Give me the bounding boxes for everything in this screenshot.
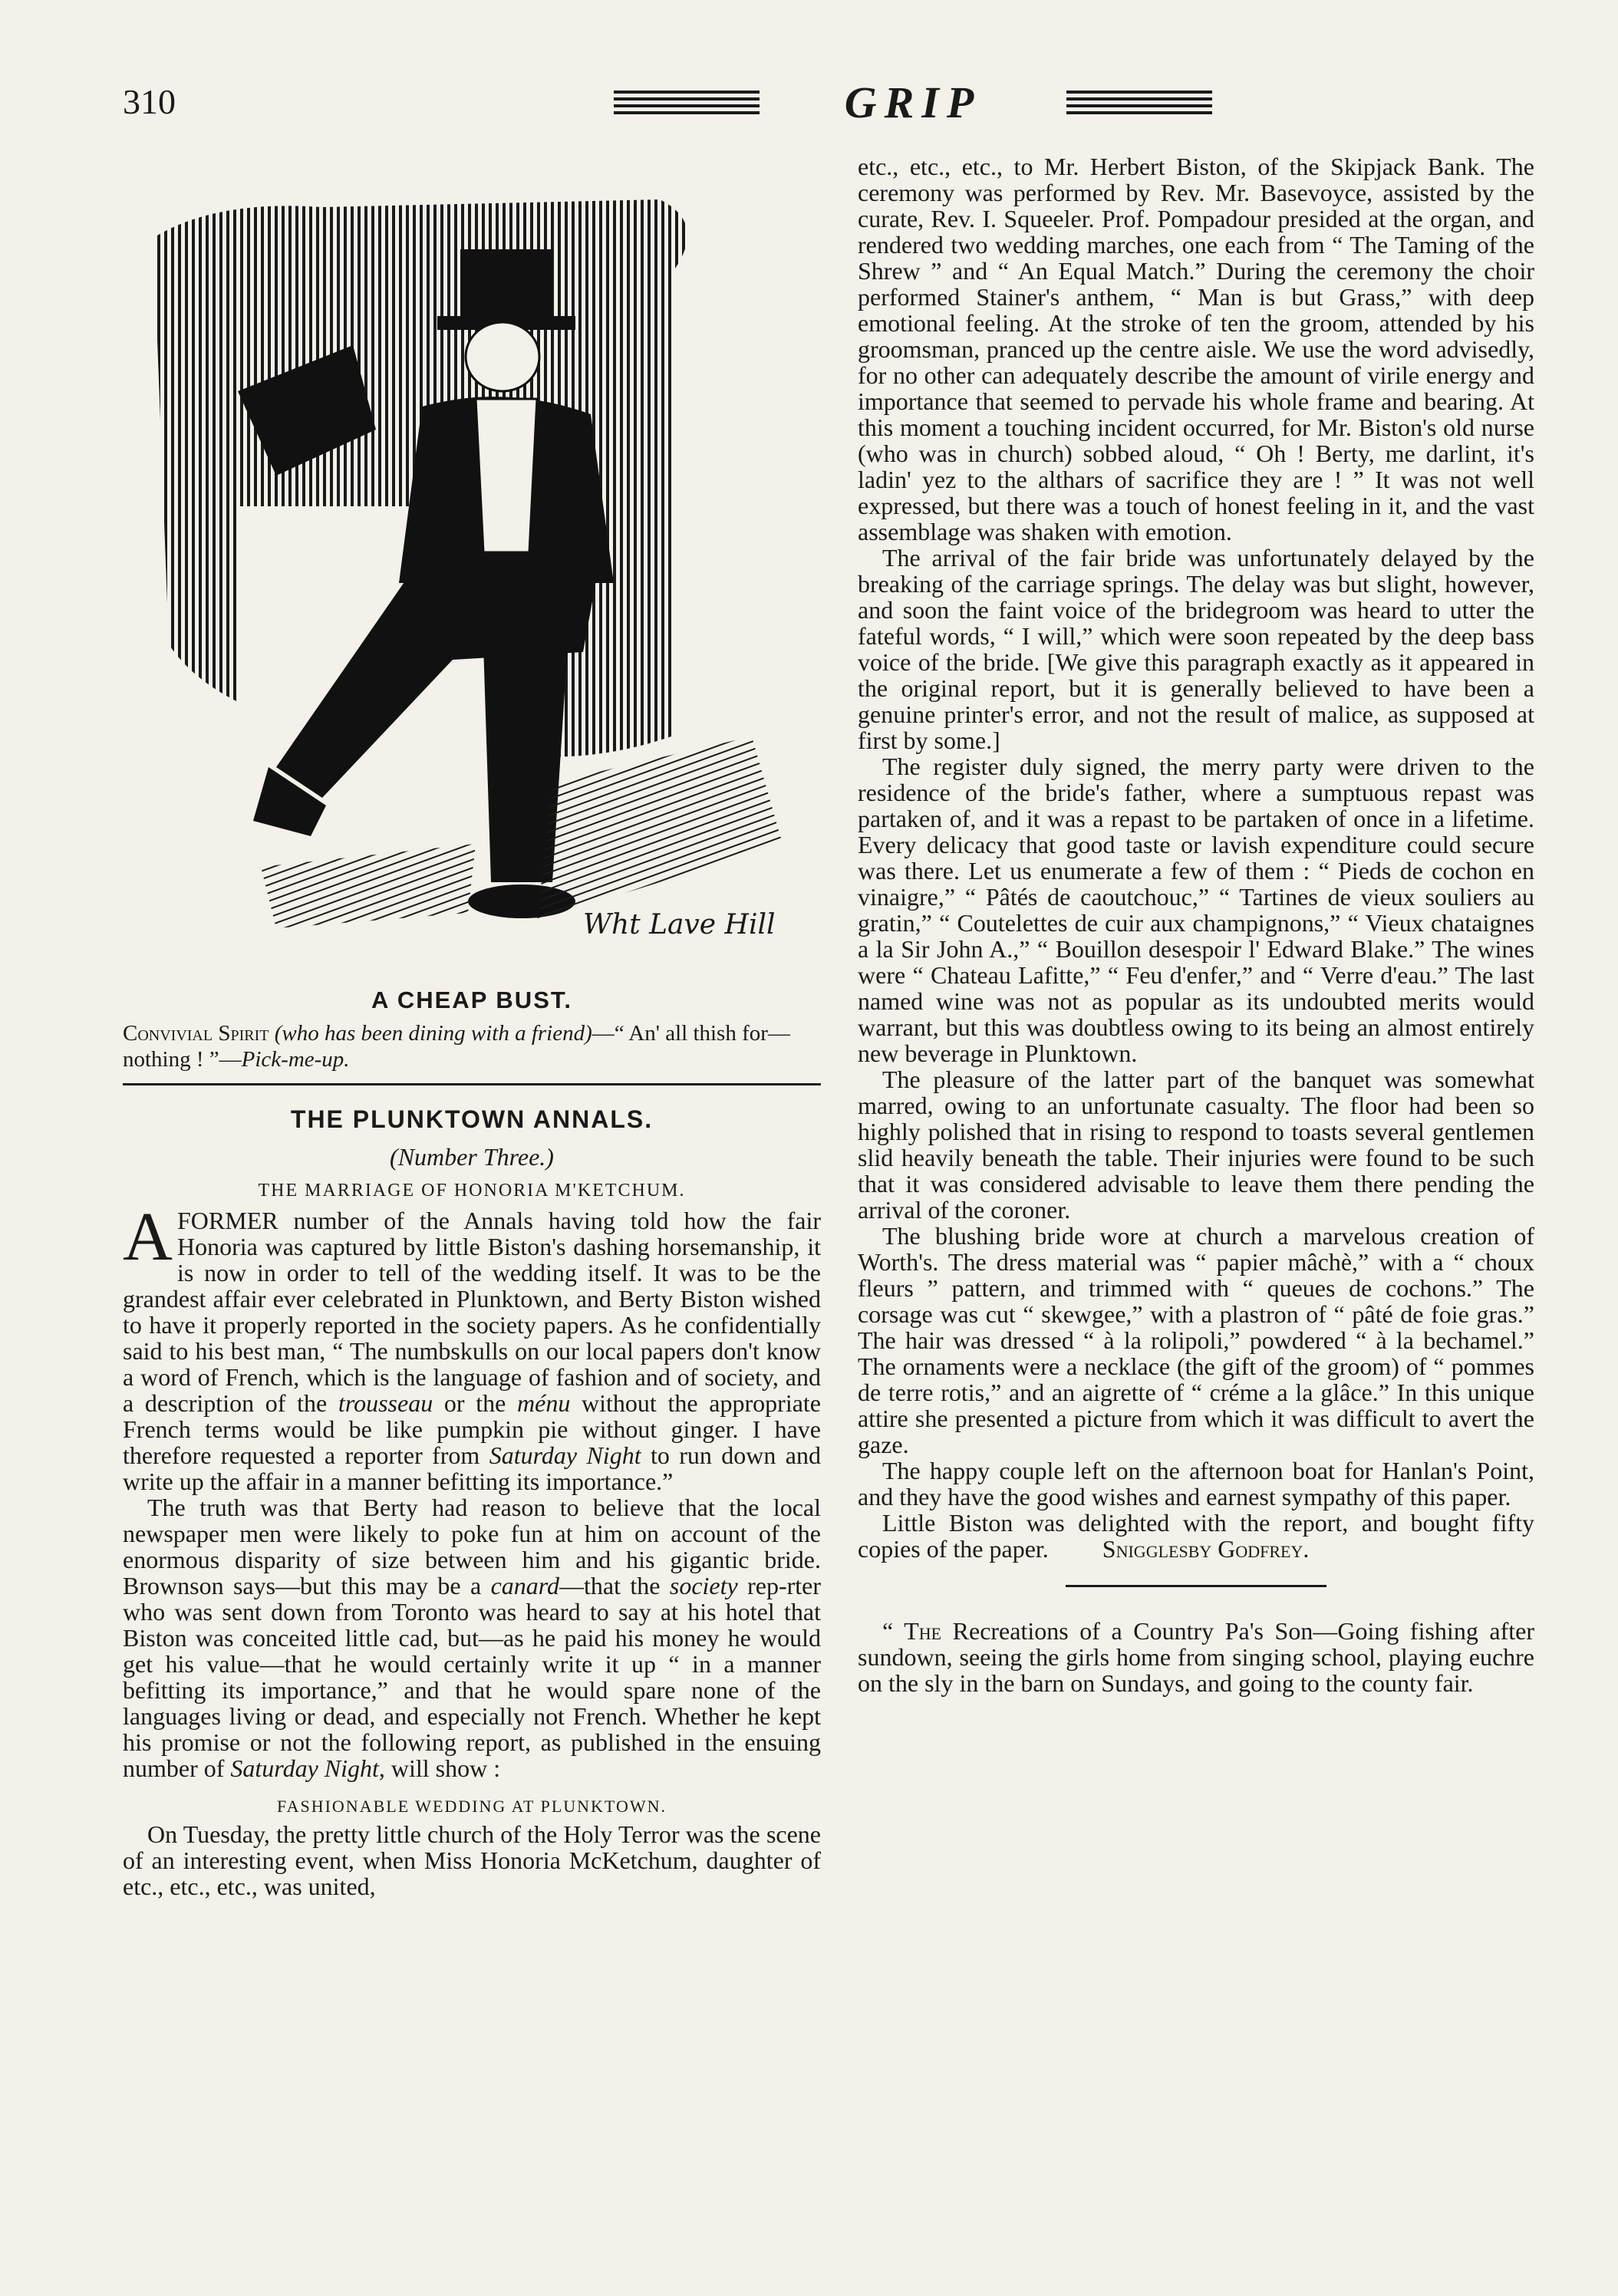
paragraph-r1: etc., etc., etc., to Mr. Herbert Biston, of the Skipjack Bank. The ceremony was performed by Rev. Mr. Basevoyce, assisted by the curate, Rev. I. Squeeler. Prof. Pompadour presided at the organ, and rendered two wedding marches, one each from “ The Taming of the Shrew ” and “ An Equal Match.” During the ceremony the choir performed Stainer's anthem, “ Man is but Grass,” with deep emotional feeling. At the stroke of ten the groom, attended by his groomsman, pranced up the centre aisle. We use the word advisedly, for no other can adequately describe the amount of virile energy and importance that seemed to pervade his whole frame and bearing. At this moment a touching incident occurred, for Mr. Biston's old nurse (who was in church) sobbed aloud, “ Oh ! Berty, me darlint, it's ladin' yez to the althars of sacrifice they are ! ” It was not well expressed, but there was a touch of honest feeling in it, and the vast assemblage was shaken with emotion. [858, 153, 1534, 545]
cartoon-drawing [123, 153, 821, 974]
section-divider [123, 1083, 821, 1085]
caption-aside: (who has been dining with a friend) [274, 1021, 592, 1046]
p1-text-b: or the [433, 1389, 518, 1417]
p2-canard: canard [490, 1572, 560, 1599]
left-column [123, 153, 821, 1899]
section-heading: FASHIONABLE WEDDING AT PLUNKTOWN. [276, 1797, 667, 1816]
caption-speaker: Convivial Spirit [123, 1021, 269, 1046]
magazine-title: GRIP [844, 77, 982, 127]
short-rule [1066, 1585, 1326, 1587]
face [466, 322, 539, 391]
note-lead: “ The [882, 1617, 942, 1645]
caption-title: A CHEAP BUST. [371, 987, 572, 1013]
masthead-rule-right [1066, 91, 1212, 115]
r7-text: Little Biston was delighted with the report, and bought fifty copies of the paper. [858, 1509, 1534, 1563]
p1-text-c: without the appropriate French terms would be like pumpkin pie without ginger. I have therefore requested a reporter from [123, 1389, 822, 1469]
drop-cap: A [123, 1199, 173, 1275]
p2-text-a: The truth was that Berty had reason to believe that the local newspaper men were likely to poke fun at him on account of the enormous disparity of size between him and his gigantic bride. Brownson says—but this may be a [123, 1494, 821, 1599]
p2-text-c: rep-rter who was sent down from Toronto was heard to say at his hotel that Biston was conceited little cad, but—as he paid his money he would get his value—that he would certainly write it up “ in a manner befitting its importance,” and that he would spare none of the languages living or dead, and especially not French. Whether he kept his promise or not the following report, as published in the ensuing number of [123, 1572, 822, 1782]
p1-text-a: FORMER number of the Annals having told how the fair Honoria was captured by little Biston's dashing horsemanship, it is now in order to tell of the wedding itself. It was to be the grandest affair ever celebrated in Plunktown, and Berty Biston wished to have it properly reported in the society papers. As he confidentially said to his best man, “ The numbskulls on our local papers don't know a word of French, which is the language of fashion and of society, and a description of the [123, 1207, 821, 1417]
shirt-front [476, 399, 537, 552]
note-text: Recreations of a Country Pa's Son—Going fishing after sundown, seeing the girls home from singing school, playing euchre on the sly in the barn on Sundays, and going to the county fair. [858, 1617, 1535, 1697]
masthead [123, 77, 1534, 130]
page-number: 310 [123, 82, 176, 121]
p1-saturday-night: Saturday Night [489, 1441, 641, 1469]
right-column [858, 153, 1534, 1696]
paragraph-r5: The blushing bride wore at church a marvelous creation of Worth's. The dress material was “ papier mâchè,” with a “ choux fleurs ” pattern, and trimmed with “ queues de cochons.” The corsage was cut “ skewgee,” with a plastron of “ pâté de foie gras.” The hair was dressed “ à la rolipoli,” powdered “ à la bechamel.” The ornaments were a necklace (the gift of the groom) of “ pommes de terre rotis,” and an aigrette of “ créme a la glâce.” In this unique attire she presented a picture from which it was difficult to avert the gaze. [858, 1222, 1534, 1458]
author-signature: Snigglesby Godfrey. [1102, 1535, 1310, 1563]
paragraph-1 [123, 1199, 822, 1495]
floor-hatching [537, 736, 783, 921]
article-title: THE PLUNKTOWN ANNALS. [290, 1105, 654, 1133]
caption-source: Pick-me-up. [241, 1047, 350, 1072]
p2-saturday-night: Saturday Night [230, 1754, 379, 1782]
p2-society: society [669, 1572, 738, 1599]
masthead-title-block [614, 77, 1212, 130]
caption-text [123, 1020, 821, 1072]
paragraph-r3: The register duly signed, the merry party were driven to the residence of the bride's father, where a sumptuous repast was partaken of, and it was a repast to be partaken of once in a lifetime. Every delicacy that good taste or lavish expenditure could secure was there. Let us enumerate a few of them : “ Pieds de cochon en vinaigre,” “ Pâtés de caoutchouc,” “ Tartines de vieux souliers au gratin,” “ Coutelettes de cuir aux champignons,” “ Vieux chataignes a la Sir John A.,” “ Bouillon desespoir l' Edward Blake.” The wines were “ Chateau Lafitte,” “ Feu d'enfer,” and “ Verre d'eau.” The last named wine was not as popular as its undoubted merits would warrant, but this was doubtless owing to its being an almost entirely new beverage in Plunktown. [858, 753, 1534, 1067]
paragraph-r7 [858, 1510, 1534, 1562]
paragraph-3: On Tuesday, the pretty little church of the Holy Terror was the scene of an interesting event, when Miss Honoria McKetchum, daughter of etc., etc., etc., was united, [123, 1820, 821, 1900]
p1-text-d: to run down and write up the affair in a manner befitting its importance.” [123, 1441, 821, 1495]
p2-text-b: —that the [559, 1572, 670, 1599]
p2-text-d: , will show : [378, 1754, 501, 1782]
p1-trousseau: trousseau [338, 1389, 433, 1417]
cartoon-illustration [123, 153, 821, 974]
paragraph-r2: The arrival of the fair bride was unfortunately delayed by the breaking of the carriage springs. The delay was but slight, however, and soon the faint voice of the bridegroom was heard to utter the fateful words, “ I will,” which were soon repeated by the deep bass voice of the bride. [We give this paragraph exactly as it appeared in the original report, but it is generally believed to have been a genuine printer's error, and not the result of malice, as supposed at first by some.] [858, 544, 1534, 754]
paragraph-r6: The happy couple left on the afternoon boat for Hanlan's Point, and they have the good wishes and earnest sympathy of this paper. [858, 1457, 1534, 1510]
article-subtitle: (Number Three.) [390, 1143, 554, 1171]
artist-signature: Wht Lave Hill [583, 909, 776, 940]
note-paragraph [858, 1618, 1534, 1696]
paragraph-2 [123, 1494, 821, 1781]
article-heading: THE MARRIAGE OF HONORIA M'KETCHUM. [258, 1181, 686, 1201]
floor-shadow [261, 844, 476, 928]
masthead-rule-left [614, 91, 760, 115]
caption-speech: —“ An' all thish for—nothing ! ”— [123, 1021, 790, 1072]
p1-menu: ménu [517, 1389, 571, 1417]
top-hat [460, 249, 552, 322]
paragraph-r4: The pleasure of the latter part of the banquet was somewhat marred, owing to an unfortunate casualty. The floor had been so highly polished that in rising to respond to toasts several gentlemen slid heavily beneath the table. Their injuries were found to be such that it was considered advisable to leave them there pending the arrival of the coroner. [858, 1066, 1534, 1224]
